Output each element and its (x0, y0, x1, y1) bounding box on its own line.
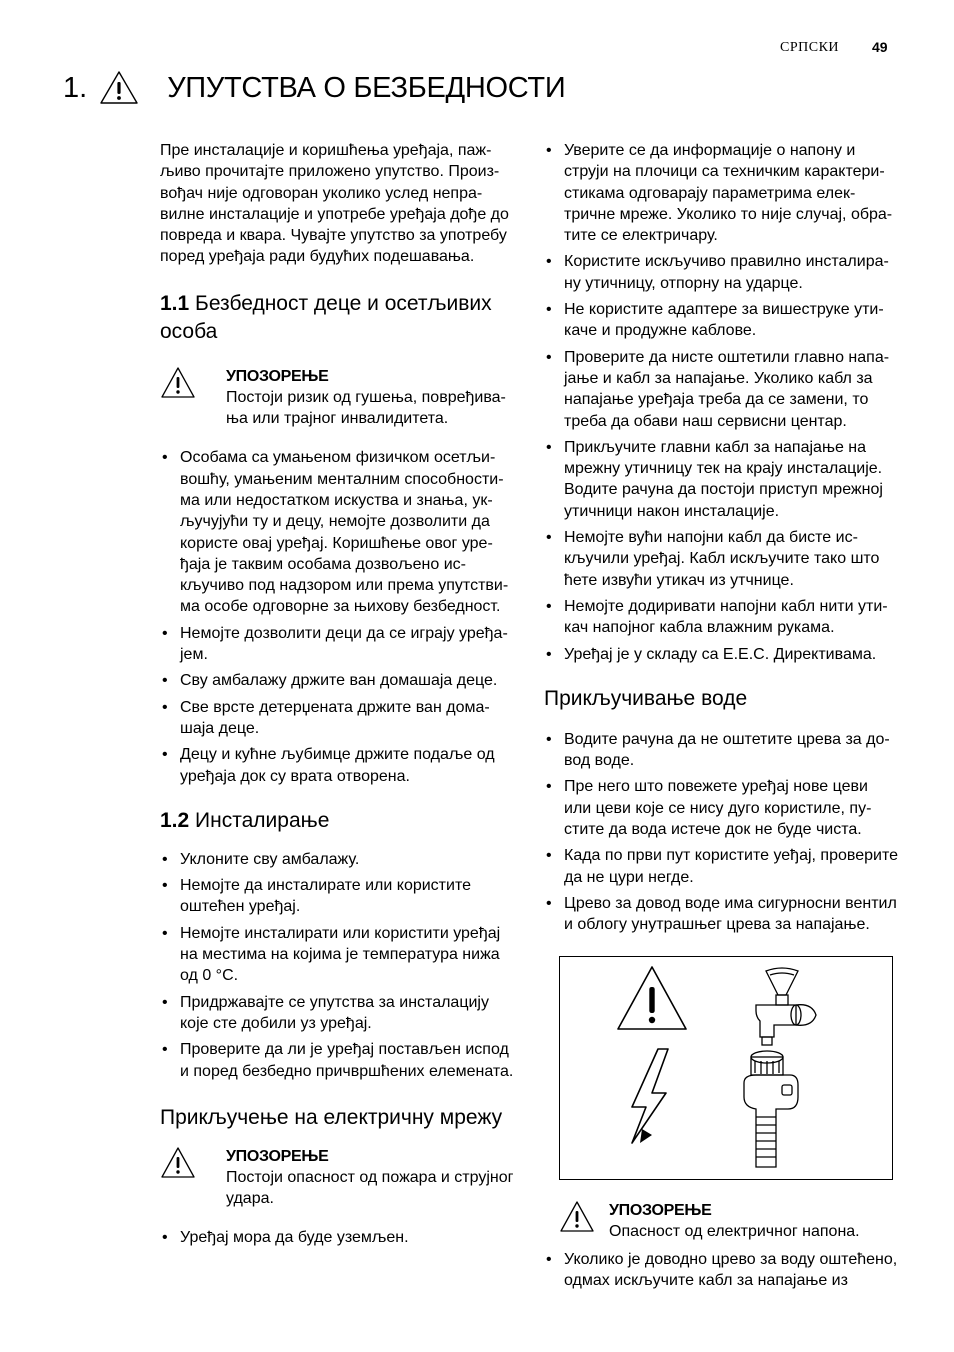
warning-text: Опасност од електричног напона. (609, 1223, 860, 1240)
title-text: УПУТСТВА О БЕЗБЕДНОСТИ (167, 71, 566, 104)
intro-paragraph: Пре инсталације и коришћења уређаја, пажљиво прочитајте приложено упутство. Произвођач није одговоран уколико услед неправилне инсталације и употребе уређаја дође до повреда и квара. Чувајте упутство за употребу поред уређаја ради будућих подешавања. (160, 142, 509, 266)
list-item: • Прикључите главни кабл за напајање на мрежну утичницу тек на крају инсталације. Водите рачуна да постоји приступ мрежној утичници након инсталације. (544, 437, 898, 522)
section-heading-water: Прикључивање воде (544, 686, 748, 710)
list-item: • Пре него што повежете уређај нове цеви или цеви које се нису дуго користиле, пустите да вода истече док не буде чиста. (544, 776, 898, 840)
warning-triangle-icon (160, 366, 196, 400)
section-title: Безбедност деце и осетљивих особа (160, 291, 492, 343)
lightning-bolt-icon (632, 1049, 668, 1143)
list-item: • Уколико је доводно црево за воду оштећено, одмах искључите кабл за напајање из (544, 1249, 898, 1292)
water-list-after (544, 1249, 898, 1297)
warning-text: Постоји опасност од пожара и струјног удара. (226, 1168, 514, 1208)
warning-box-children (160, 366, 515, 430)
title-number: 1. (63, 71, 88, 104)
page-title (63, 70, 565, 106)
list-item: • Уверите се да информације о напону и струји на плочици са техничким карактеристикама одговарају параметрима електричне мреже. Уколико то није случај, обратите се електричару. (544, 140, 898, 246)
warning-box-electric (160, 1146, 515, 1210)
warning-title: УПОЗОРЕЊЕ (609, 1202, 712, 1219)
list-item: • Децу и кућне љубимце држите подаље од уређаја док су врата отворена. (160, 744, 515, 787)
water-tap-icon (756, 968, 816, 1045)
warning-title: УПОЗОРЕЊЕ (226, 1147, 329, 1165)
list-item: • Не користите адаптере за вишеструке утикаче и продужне каблове. (544, 299, 898, 342)
water-safety-figure (559, 956, 893, 1180)
list-item: • Када по први пут користите уеђај, проверите да не цури негде. (544, 845, 898, 888)
warning-title: УПОЗОРЕЊЕ (226, 367, 329, 385)
list-item: • Сву амбалажу држите ван домашаја деце. (160, 670, 515, 691)
list-item: • Црево за довод воде има сигурносни вентил и облогу унутрашњег црева за напајање. (544, 893, 898, 936)
installation-list (160, 849, 515, 1082)
warning-triangle-icon (160, 1146, 196, 1180)
list-item: • Немојте дозволити деци да се играју уређајем. (160, 623, 515, 666)
header-language: СРПСКИ (780, 40, 840, 55)
list-item: • Користите искључиво правилно инсталирану утичницу, отпорну на ударце. (544, 251, 898, 294)
list-item: • Немојте инсталирати или користити уређај на местима на којима је температура нижа од 0 °C. (160, 923, 515, 987)
warning-triangle-icon (618, 967, 686, 1029)
list-item: • Проверите да нисте оштетили главно напајање и кабл за напајање. Уколико кабл за напајање уређаја треба да се замени, то треба да обави наш сервисни центар. (544, 347, 898, 432)
water-warning-area (559, 1200, 899, 1246)
section-number: 1.2 (160, 808, 190, 832)
list-item: • Немојте да инсталирате или користите оштећен уређај. (160, 875, 515, 918)
electric-list-left (160, 1227, 515, 1248)
water-hose-icon (744, 1051, 798, 1167)
list-item: • Уклоните сву амбалажу. (160, 849, 515, 870)
page-number: 49 (872, 39, 888, 55)
list-item: • Уређај мора да буде уземљен. (160, 1227, 515, 1248)
section-number: 1.1 (160, 291, 190, 315)
section-heading-installation (160, 807, 515, 835)
section-heading-electric: Прикључење на електричну мрежу (160, 1105, 503, 1129)
warning-triangle-icon (99, 70, 139, 106)
list-item: • Немојте вући напојни кабл да бисте искључили уређај. Кабл искључите тако што ћете извући утикач из утчнице. (544, 527, 898, 591)
list-item: • Придржавајте се упутства за инсталацију које сте добили уз уређај. (160, 992, 515, 1035)
right-column (544, 140, 898, 941)
warning-box-water (559, 1200, 899, 1246)
list-item: • Особама са умањеном физичком осетљивошћу, умањеним менталним способностима или недостатком искуства и знања, укључујући ту и децу, немојте дозволити да користе овај уређај. Коришћење овог уређаја је таквим особама дозвољено искључиво под надзором или према упутствима особе одговорне за њихову безбедност. (160, 447, 515, 617)
list-item: • Све врсте детерџената држите ван домашаја деце. (160, 697, 515, 740)
left-column (160, 140, 515, 1254)
electric-list-right (544, 140, 898, 665)
list-item: • Водите рачуна да не оштетите црева за довод воде. (544, 729, 898, 772)
section-heading-children (160, 290, 515, 346)
water-list (544, 729, 898, 936)
list-item: • Проверите да ли је уређај постављен испод и поред безбедно причвршћених елемената. (160, 1039, 515, 1082)
warning-triangle-icon (559, 1200, 595, 1234)
children-safety-list (160, 447, 515, 786)
figure-drawing (560, 957, 892, 1179)
list-item: • Уређај је у складу са Е.Е.С. Директивама. (544, 644, 898, 665)
warning-text: Постоји ризик од гушења, повређивања или трајног инвалидитета. (226, 388, 506, 428)
section-title: Инсталирање (195, 808, 330, 832)
list-item: • Немојте додиривати напојни кабл нити утикач напојног кабла влажним рукама. (544, 596, 898, 639)
